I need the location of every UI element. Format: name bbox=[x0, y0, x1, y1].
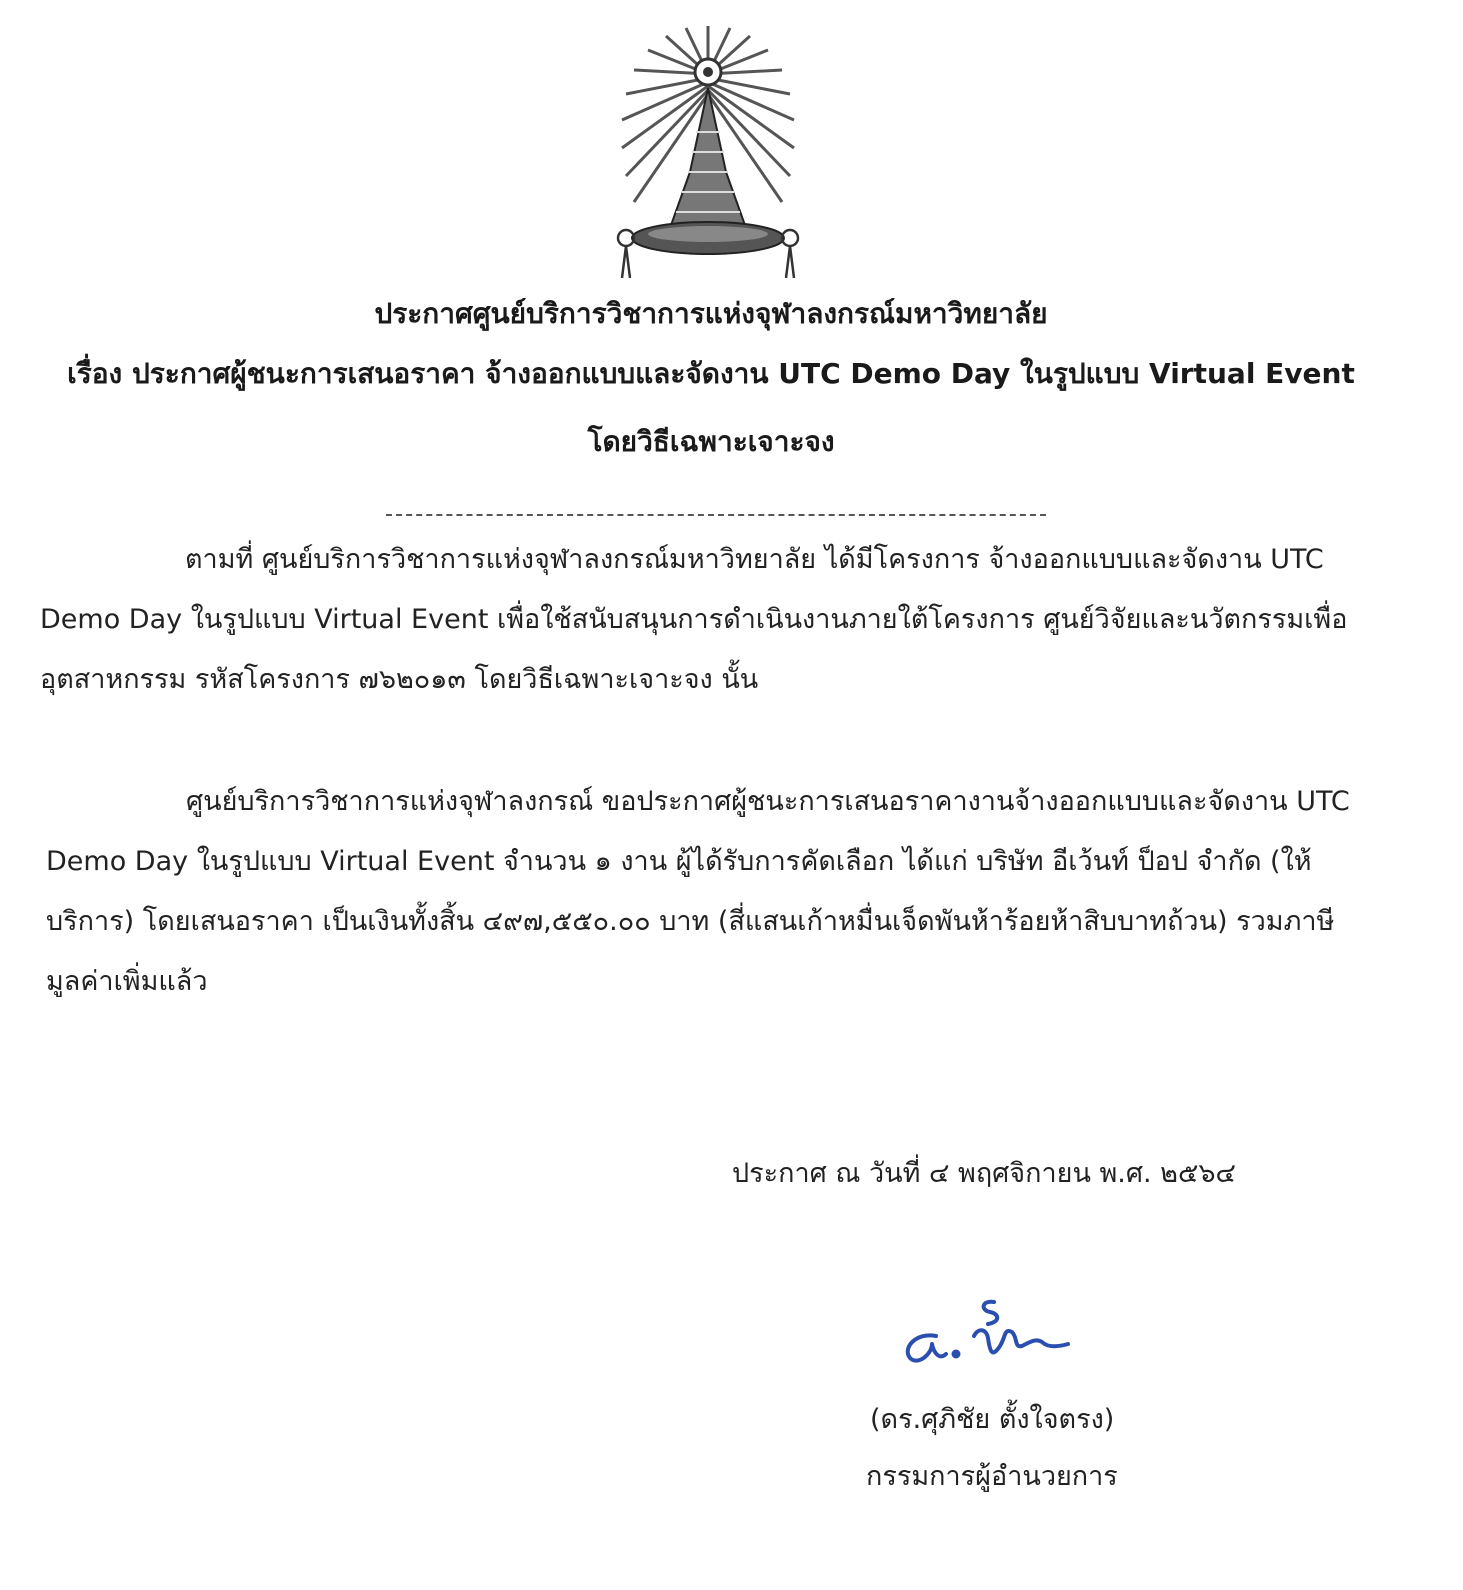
dashed-divider bbox=[386, 514, 1046, 516]
signer-position: กรรมการผู้อำนวยการ bbox=[866, 1461, 1118, 1492]
procurement-method: โดยวิธีเฉพาะเจาะจง bbox=[587, 425, 835, 458]
announcement-subject: เรื่อง ประกาศผู้ชนะการเสนอราคา จ้างออกแบบและจัดงาน UTC Demo Day ในรูปแบบ Virtual Event bbox=[67, 357, 1355, 390]
signer-name: (ดร.ศุภิชัย ตั้งใจตรง) bbox=[870, 1404, 1115, 1435]
announcement-date: ประกาศ ณ วันที่ ๔ พฤศจิกายน พ.ศ. ๒๕๖๔ bbox=[732, 1158, 1236, 1189]
body-paragraph-2: ศูนย์บริการวิชาการแห่งจุฬาลงกรณ์ ขอประกาศผู้ชนะการเสนอราคางานจ้างออกแบบและจัดงาน UTC Demo Day ในรูปแบบ Virtual Event จำนวน ๑ งาน ผู้ได้รับการคัดเลือก ได้แก่ บริษัท อีเว้นท์ ป็อป จำกัด (ให้บริการ) โดยเสนอราคา เป็นเงินทั้งสิ้น ๔๙๗,๕๕๐.๐๐ บาท (สี่แสนเก้าหมื่นเจ็ดพันห้าร้อยห้าสิบบาทถ้วน) รวมภาษีมูลค่าเพิ่มแล้ว bbox=[46, 786, 1350, 997]
handwritten-signature-icon bbox=[896, 1292, 1096, 1382]
announcement-title: ประกาศศูนย์บริการวิชาการแห่งจุฬาลงกรณ์มหาวิทยาลัย bbox=[374, 297, 1048, 330]
body-paragraph-1: ตามที่ ศูนย์บริการวิชาการแห่งจุฬาลงกรณ์มหาวิทยาลัย ได้มีโครงการ จ้างออกแบบและจัดงาน UTC Demo Day ในรูปแบบ Virtual Event เพื่อใช้สนับสนุนการดำเนินงานภายใต้โครงการ ศูนย์วิจัยและนวัตกรรมเพื่ออุตสาหกรรม รหัสโครงการ ๗๖๒๐๑๓ โดยวิธีเฉพาะเจาะจง นั้น bbox=[40, 544, 1348, 695]
chula-phra-kiao-emblem-icon bbox=[608, 22, 808, 290]
